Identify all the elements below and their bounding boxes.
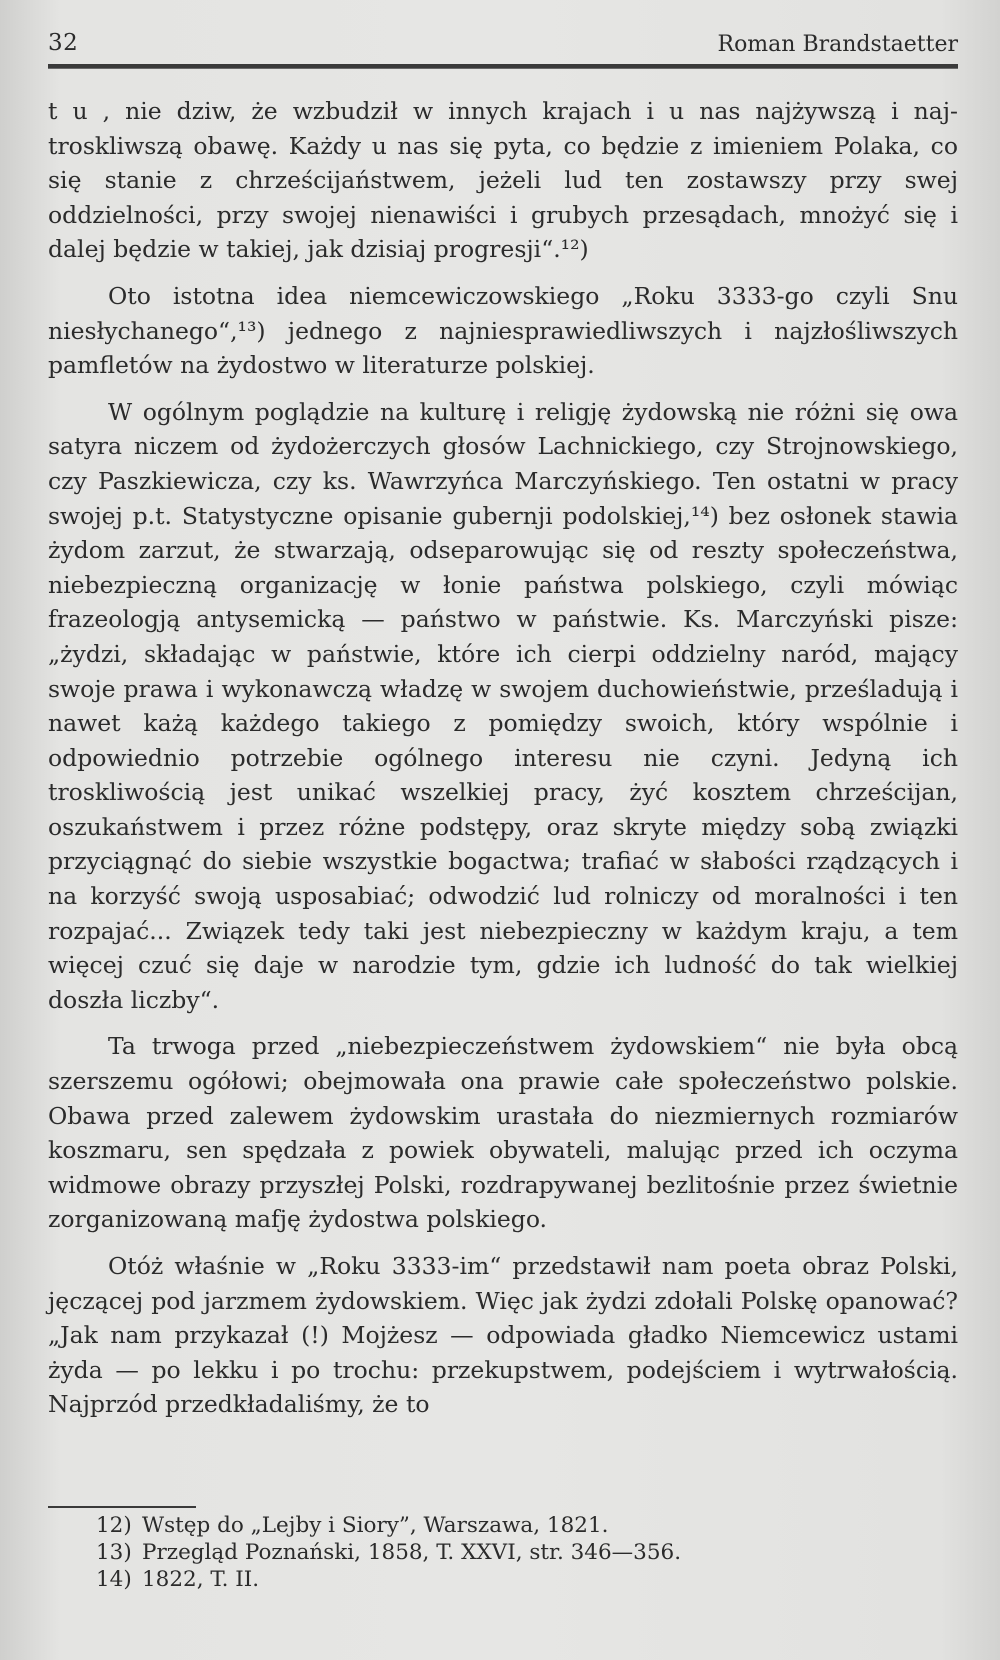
footnote-text: Wstęp do „Lejby i Siory”, Warszawa, 1821. [142, 1513, 609, 1538]
footnote [96, 1566, 896, 1593]
paragraph: Ta trwoga przed „niebezpieczeństwem żydowskiem“ nie była obcą szerszemu ogółowi; obejmowała ona prawie całe społeczeństwo polskie. Obawa przed zalewem żydowskim urastała do niezmiernych rozmiarów koszmaru, sen spędzała z powiek obywateli, malując przed ich oczyma widmowe obrazy przyszłej Polski, rozdrapywanej bezlitośnie przez świetnie zorganizowaną mafję żydostwa polskiego. [48, 1032, 958, 1234]
footnote-number: 12) [96, 1513, 132, 1538]
footnote [96, 1539, 896, 1566]
paragraph: W ogólnym poglądzie na kulturę i religję żydowską nie różni się owa satyra niczem od żydożerczych głosów Lachnickiego, czy Strojnowskiego, czy Paszkiewicza, czy ks. Wawrzyńca Marczyńskiego. Ten ostatni w pracy swojej p.t. Statystyczne opisanie gubernji podolskiej,¹⁴) bez osłonek stawia żydom zarzut, że stwarzają, odseparowując się od reszty społeczeństwa, niebezpieczną organizację w łonie państwa polskiego, czyli mówiąc frazeologją antysemicką — państwo w państwie. Ks. Marczyński pisze: „żydzi, składając w państwie, które ich cierpi oddzielny naród, mający swoje prawa i wykonawczą władzę w swojem duchowieństwie, prześladują i nawet każą każdego takiego z pomiędzy swoich, który wspólnie i odpowiednio potrzebie ogólnego interesu nie czyni. Jedyną ich troskliwością jest unikać wszelkiej pracy, żyć kosztem chrześcijan, oszukaństwem i przez różne podstępy, oraz skryte między sobą związki przyciągnąć do siebie wszystkie bogactwa; trafiać w słabości rządzących i na korzyść swoją usposabiać; odwodzić lud rolniczy od moralności i ten rozpajać... Związek tedy taki jest niebezpieczny w każdym kraju, a tem więcej czuć się daje w narodzie tym, gdzie ich ludność do tak wielkiej doszła liczby“. [48, 397, 958, 1014]
footnote-text: 1822, T. II. [142, 1567, 260, 1592]
body-text [48, 94, 958, 1434]
paragraph: Otóż właśnie w „Roku 3333-im“ przedstawił nam poeta obraz Polski, jęczącej pod jarzmem żydowskiem. Więc jak żydzi zdołali Polskę opanować? „Jak nam przykazał (!) Mojżesz — odpowiada gładko Niemcewicz ustami żyda — po lekku i po trochu: przekupstwem, podejściem i wytrwałością. Najprzód przedkładaliśmy, że to [48, 1252, 958, 1419]
page-header [48, 30, 958, 64]
footnote-text: Przegląd Poznański, 1858, T. XXVI, str. 346—356. [142, 1540, 682, 1565]
footnotes [96, 1512, 896, 1593]
footnote-number: 14) [96, 1567, 132, 1592]
paragraph: t u , nie dziw, że wzbudził w innych krajach i u nas najżywszą i najtroskliwszą obawę. Każdy u nas się pyta, co będzie z imieniem Polaka, co się stanie z chrześcijaństwem, jeżeli lud ten zostawszy przy swej oddzielności, przy swojej nienawiści i grubych przesądach, mnożyć się i dalej będzie w takiej, jak dzisiaj progresji“.¹²) [48, 97, 958, 264]
paragraph: Oto istotna idea niemcewiczowskiego „Roku 3333-go czyli Snu niesłychanego“,¹³) jednego z najniesprawiedliwszych i najzłośliwszych pamfletów na żydostwo w literaturze polskiej. [48, 281, 958, 380]
running-head: Roman Brandstaetter [717, 32, 958, 57]
footnote [96, 1512, 896, 1539]
footnote-rule [48, 1506, 196, 1508]
header-rule [48, 64, 958, 69]
footnote-number: 13) [96, 1540, 132, 1565]
page-number: 32 [48, 30, 79, 56]
